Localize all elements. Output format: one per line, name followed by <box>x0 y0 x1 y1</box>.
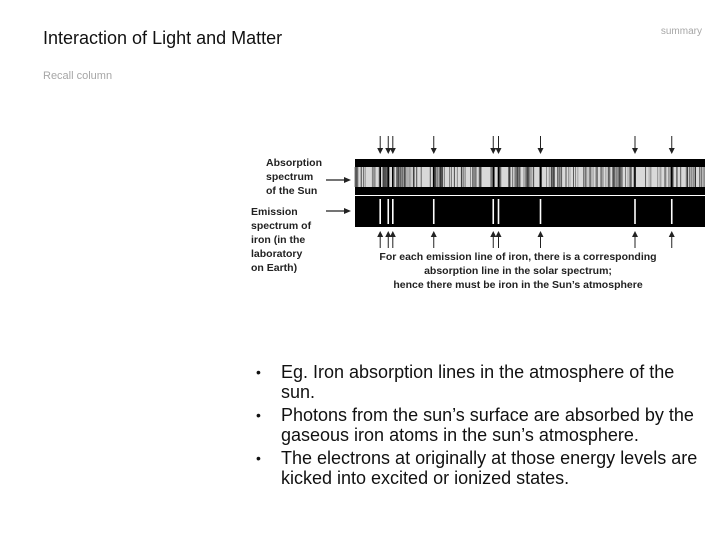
down-arrow-icon <box>431 148 437 154</box>
down-arrow-icon <box>377 148 383 154</box>
emission-label-line-5: on Earth) <box>251 262 298 274</box>
note-line-1: For each emission line of iron, there is a corresponding <box>379 251 657 263</box>
down-arrow-icon <box>490 148 496 154</box>
emission-label-line-1: Emission <box>251 206 298 218</box>
down-arrow-icon <box>632 148 638 154</box>
absorption-label-line-3: of the Sun <box>266 185 318 197</box>
bullet-item <box>254 448 709 488</box>
spectrum-diagram <box>248 128 708 298</box>
bullet-dot-icon: • <box>256 364 261 380</box>
bottom-arrows <box>377 231 675 248</box>
bullet-dot-icon: • <box>256 450 261 466</box>
emission-label-line-2: spectrum of <box>251 220 312 232</box>
emission-label-line-3: iron (in the <box>251 234 306 246</box>
up-arrow-icon <box>669 231 675 237</box>
note-line-2: absorption line in the solar spectrum; <box>424 265 612 277</box>
absorption-label-line-2: spectrum <box>266 171 314 183</box>
down-arrow-icon <box>669 148 675 154</box>
absorption-pointer-arrow-icon <box>344 177 351 183</box>
bullet-item <box>254 362 709 402</box>
bullet-text: The electrons at originally at those energy levels are kicked into excited or ionized states. <box>281 448 698 488</box>
note-line-3: hence there must be iron in the Sun’s atmosphere <box>393 279 643 291</box>
up-arrow-icon <box>632 231 638 237</box>
emission-pointer-arrow-icon <box>344 208 351 214</box>
slide-title: Interaction of Light and Matter <box>43 28 283 48</box>
bullet-list <box>254 362 709 491</box>
bullet-text: Photons from the sun’s surface are absorbed by the gaseous iron atoms in the sun’s atmosphere. <box>281 405 694 445</box>
emission-spectrum-band <box>355 196 705 227</box>
top-arrows <box>377 136 675 154</box>
bullet-text: Eg. Iron absorption lines in the atmosphere of the sun. <box>281 362 675 402</box>
up-arrow-icon <box>431 231 437 237</box>
summary-label: summary <box>660 26 702 37</box>
down-arrow-icon <box>390 148 396 154</box>
emission-label-line-4: laboratory <box>251 248 303 260</box>
recall-column-label: Recall column <box>43 70 113 82</box>
absorption-lines <box>355 165 705 189</box>
bullet-item <box>254 405 709 445</box>
bullet-dot-icon: • <box>256 407 261 423</box>
up-arrow-icon <box>390 231 396 237</box>
up-arrow-icon <box>377 231 383 237</box>
iron-spectrum-figure <box>248 128 708 298</box>
down-arrow-icon <box>538 148 544 154</box>
absorption-label-line-1: Absorption <box>266 157 322 169</box>
up-arrow-icon <box>496 231 502 237</box>
down-arrow-icon <box>496 148 502 154</box>
up-arrow-icon <box>490 231 496 237</box>
up-arrow-icon <box>538 231 544 237</box>
